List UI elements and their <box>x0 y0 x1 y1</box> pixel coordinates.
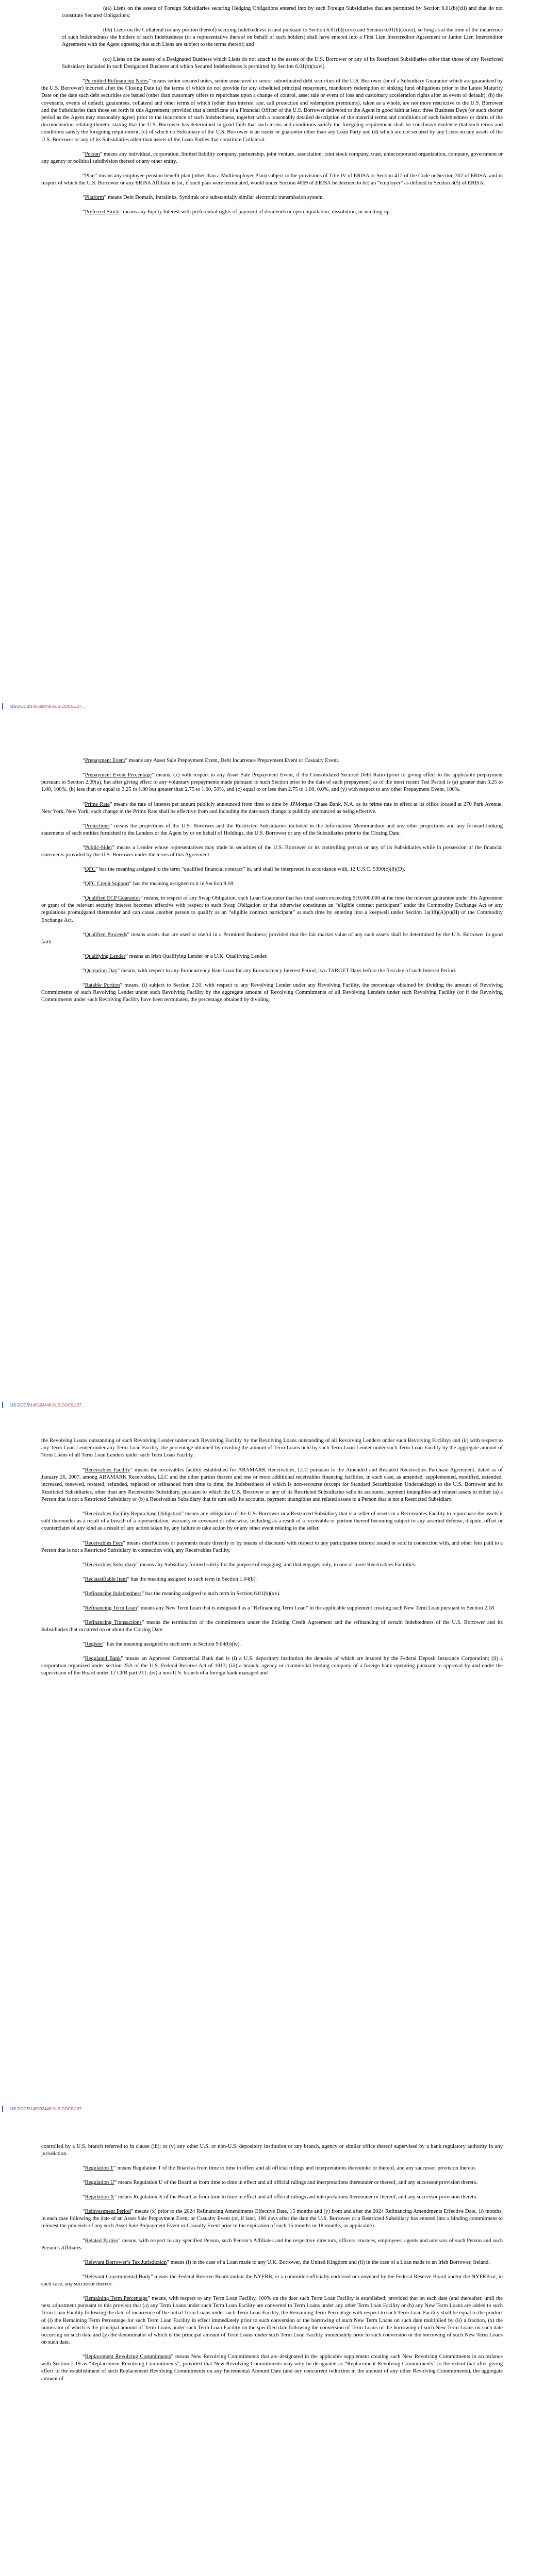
definition-text: ” means (i) in the case of a Loan made to any U.K. Borrower, the United Kingdom and (ii) in the case of a Loan made to an Irish Borrower, Ireland. <box>167 2260 490 2265</box>
footer-suffix: .9US-DOCS\137... <box>51 1403 85 1408</box>
definition-paragraph: “Person” means any individual, corporation, limited liability company, partnership, joint venture, association, joint stock company, trust, unincorporated organization, company, government or any agency or political subdivision thereof or any other entity. <box>41 151 503 165</box>
defined-term: Qualifying Lender <box>85 954 126 959</box>
defined-term: QFC <box>85 867 96 872</box>
definition-text: ” has the meaning assigned to it in Section 9.18. <box>129 881 235 887</box>
definition-paragraph: “Replacement Revolving Commitments” means New Revolving Commitments that are designated in the applicable supplement creating such New Revolving Commitments in accordance with Section 2.19 as “Replacement Revolving Commitments”; provided that New Revolving Commitments may only be designated as “Replacement Revolving Commitments” to the extent that after giving effect to the establishment of such Replacement Revolving Commitments on any Incremental Amount Date (and any concurrent reduction in the amount of any other Revolving Commitments), the aggregate amount of <box>41 2354 503 2382</box>
definition-paragraph: “Qualified ECP Guarantor” means, in respect of any Swap Obligation, each Loan Guarantor that has total assets exceeding $10,000,000 at the time the relevant guarantee under this Agreement or grant of the relevant security interest becomes effective with respect to such Swap Obligation or that otherwise constitutes an “eligible contract participant” under the Commodity Exchange Act or any regulations promulgated thereunder and can cause another person to qualify as an “eligible contract participant” at such time by entering into a keepwell under Section 1a(18)(A)(v)(II) of the Commodity Exchange Act. <box>41 895 503 923</box>
defined-term: Ratable Portion <box>85 982 120 988</box>
defined-term: Public-Sider <box>85 845 112 851</box>
defined-term: Relevant Governmental Body <box>85 2274 151 2280</box>
definition-paragraph: “Projections” means the projections of the U.S. Borrower and the Restricted Subsidiaries included in the Information Memorandum and any other projections and any forward-looking statements of such entities furnished to the Lenders or the Agent by or on behalf of Holdings, the U.S. Borrower or any of the Subsidiaries prior to the Closing Date. <box>41 823 503 837</box>
change-bar <box>2 1402 3 1408</box>
definition-paragraph: “Regulation T” means Regulation T of the Board as from time to time in effect and all official rulings and interpretations thereunder or thereof, and any successor provision thereto. <box>83 2165 476 2171</box>
defined-term: Person <box>85 151 100 157</box>
footer-prefix: US-DOCS\ <box>10 704 31 709</box>
change-bar <box>2 2106 3 2112</box>
defined-term: Reclassifiable Item <box>85 1577 127 1582</box>
footer-doc-number: 145592448 <box>30 1403 52 1408</box>
definition-text: ” means, with respect to any Eurocurrency Rate Loan for any Eurocurrency Interest Period, two TARGET Days before the first day of such Interest Period. <box>117 968 456 974</box>
text-paragraph <box>62 56 503 71</box>
definition-text: ” has the meaning assigned to such term in Section 1.04(b). <box>127 1577 257 1582</box>
definition-text: ” means, (i) subject to Section 2.20, with respect to any Revolving Lender under any Revolving Facility, the percentage obtained by dividing the amount of Revolving Commitments of such Revolving Lender under such Revolving Facility by the aggregate amount of Revolving Commitments of all Revolving Lenders under such Revolving Facility (or if the Revolving Commitments under such Revolving Facility have been terminated, the percentage obtained by dividing <box>41 982 503 1003</box>
definition-paragraph: “Relevant Governmental Body” means the Federal Reserve Board and/or the NYFRB, or a committee officially endorsed or convened by the Federal Reserve Board and/or the NYFRB or, in each case, any successor thereto. <box>41 2274 503 2287</box>
definition-paragraph: “Regulation X” means Regulation X of the Board as from time to time in effect and all official rulings and interpretations thereunder or thereof, and any successor provision thereto. <box>83 2194 478 2200</box>
defined-term: Regulation U <box>85 2180 114 2185</box>
definition-text: ” means the termination of the commitments under the Existing Credit Agreement and the refinancing of certain Indebtedness of the U.S. Borrower and its Subsidiaries that occurred on or about the Closing Date. <box>41 1620 503 1633</box>
definition-paragraph: “Related Parties” means, with respect to any specified Person, such Person’s Affiliates and the respective directors, officers, trustees, employees, agents and advisors of such Person and such Person’s Affiliates. <box>41 2238 503 2251</box>
page-footer <box>10 1403 85 1408</box>
paragraph-text: controlled by a U.S. branch referred to in clause (iii); or (v) any other U.S. or non-U.S. depository institution or any branch, agency or similar office thereof supervised by a bank regulatory authority in any jurisdiction. <box>41 2144 503 2157</box>
change-bar <box>2 703 3 709</box>
definition-text: ” means senior secured notes, senior unsecured or senior subordinated debt securities of the U.S. Borrower (or of a Subsidiary Guarantor which are guaranteed by the U.S. Borrower) incurred after the Closing Date (a) the terms of which do not provide for any scheduled principal repayment, mandatory redemption or sinking fund obligations prior to the Latest Maturity Date on the date such debt securities are issued (other than customary offers to repurchase upon a change of control, asset sale or event of loss and customary acceleration rights after an event of default), (b) the covenants, events of default, guarantees, collateral and other terms of which (other than interest rate, call protection and redemption premiums), taken as a whole, are not more restrictive to the U.S. Borrower and the Subsidiaries than those set forth in this Agreement; provided that a certificate of a Financial Officer of the U.S. Borrower delivered to the Agent in good faith at least three Business Days (or such shorter period as the Agent may reasonably agree) prior to the incurrence of such Indebtedness, together with a reasonably detailed description of the material terms and conditions of such Indebtedness or drafts of the documentation relating thereto, stating that the U.S. Borrower has determined in good faith that such terms and conditions satisfy the foregoing requirement shall be conclusive evidence that such terms and conditions satisfy the foregoing requirement, (c) of which no Subsidiary of the U.S. Borrower is an issuer or guarantor other than any Loan Party and (d) which are not secured by any Liens on any assets of the U.S. Borrower or any of its Subsidiaries other than assets of the Loan Parties that constitute Collateral. <box>41 78 503 143</box>
defined-term: Relevant Borrower’s Tax Jurisdiction <box>85 2260 167 2265</box>
paragraph-text: (cc) Liens on the assets of a Designated Business which Liens do not attach to the assets of the U.S. Borrower or any of its Restricted Subsidiaries other than those of any Restricted Subsidiary included in such Designated Business and which Secured Indebtedness is permitted by Section 6.01(b)(xxvi). <box>62 57 503 70</box>
defined-term: Prime Rate <box>85 802 110 807</box>
definition-paragraph: “QFC” has the meaning assigned to the term “qualified financial contract” in, and shall be interpreted in accordance with, 12 U.S.C. 5390(c)(8)(D). <box>83 867 405 872</box>
defined-term: Qualified ECP Guarantor <box>85 895 141 901</box>
text-paragraph <box>62 27 503 49</box>
definition-text: ” means, (x) with respect to any Asset Sale Prepayment Event, if the Consolidated Secured Debt Ratio (prior to giving effect to the applicable prepayment pursuant to Section 2.09(a), but after giving effect to any voluntary prepayments made pursuant to such Section prior to the date of such prepayment) as of the most recent Test Period is (a) greater than 3.25 to 1.00, 100%, (b) less than or equal to 3.25 to 1.00 but greater than 2.75 to 1.00, 50%, and (c) equal to or less than 2.75 to 1.00, 0.0%, and (y) with respect to any other Prepayment Event, 100%. <box>41 772 503 793</box>
definition-text: ” has the meaning assigned to such term in Section 9.04(b)(iv). <box>103 1641 241 1647</box>
definition-paragraph: “Relevant Borrower’s Tax Jurisdiction” means (i) in the case of a Loan made to any U.K. Borrower, the United Kingdom and (ii) in the case of a Loan made to an Irish Borrower, Ireland. <box>83 2260 490 2265</box>
definition-paragraph: “Qualified Proceeds” means assets that are used or useful in a Permitted Business; provided that the fair market value of any such assets shall be determined by the U.S. Borrower in good faith. <box>41 932 503 945</box>
definition-paragraph: “Register” has the meaning assigned to such term in Section 9.04(b)(iv). <box>83 1641 241 1647</box>
definition-paragraph: “Receivables Subsidiary” means any Subsidiary formed solely for the purpose of engaging, and that engages only, in one or more Receivables Facilities. <box>83 1562 417 1568</box>
definition-paragraph: “Refinancing Indebtedness” has the meaning assigned to such term in Section 6.01(b)(xv). <box>83 1591 281 1597</box>
defined-term: Plan <box>85 173 95 179</box>
defined-term: Refinancing Term Loan <box>85 1605 137 1611</box>
defined-term: Remaining Term Percentage <box>85 2296 148 2301</box>
definition-paragraph: “Refinancing Transactions” means the termination of the commitments under the Existing Credit Agreement and the refinancing of certain Indebtedness of the U.S. Borrower and its Subsidiaries that occurred on or about the Closing Date. <box>41 1620 503 1633</box>
definition-paragraph: “Reclassifiable Item” has the meaning assigned to such term in Section 1.04(b). <box>83 1577 257 1582</box>
definition-paragraph: “Receivables Facility Repurchase Obligation” means any obligation of the U.S. Borrower or a Restricted Subsidiary that is a seller of assets in a Receivables Facility to repurchase the assets it sold thereunder as a result of a breach of a representation, warranty or covenant or otherwise, including as a result of a receivable or portion thereof becoming subject to any asserted defense, dispute, offset or counterclaim of any kind as a result of any action taken by, any failure to take action by or any other event relating to the seller. <box>41 1511 503 1532</box>
defined-term: Related Parties <box>85 2238 118 2244</box>
defined-term: Receivables Fees <box>85 1540 123 1546</box>
footer-prefix: US-DOCS\ <box>10 2107 31 2111</box>
defined-term: Qualified Proceeds <box>85 932 127 938</box>
defined-term: Regulated Bank <box>85 1656 121 1662</box>
defined-term: Regulation X <box>85 2194 114 2200</box>
definition-text: ” means any individual, corporation, limited liability company, partnership, joint venture, association, joint stock company, trust, unincorporated organization, company, government or any agency or political subdivision thereof or any other entity. <box>41 151 503 165</box>
defined-term: QFC Credit Support <box>85 881 129 887</box>
definition-paragraph: “Remaining Term Percentage” means, with respect to any Term Loan Facility, 100% on the date such Term Loan Facility is established; provided that on each date (and thereafter, until the next adjustment pursuant to this proviso) that (a) any Term Loans under such Term Loan Facility are converted to Term Loans under any other Term Loan Facility or (b) any New Term Loans are added to such Term Loan Facility following the date of incurrence of the initial Term Loans under such Term Loan Facility, the Remaining Term Percentage with respect to such Term Loan Facility shall be equal to the product of (i) the Remaining Term Percentage for such Term Loan Facility in effect immediately prior to such conversion or the borrowing of such New Term Loans on such date multiplied by (ii) a fraction, (x) the numerator of which is the principal amount of Term Loans under such Term Loan Facility on the specified date following the conversion of Term Loans or the borrowing of such New Term Loans on such date occurring on such date and (y) the denominator of which is the principal amount of Term Loans under such Term Loan Facility immediately prior to such conversion or the borrowing of such New Term Loans on such date. <box>41 2296 503 2346</box>
definition-paragraph: “Ratable Portion” means, (i) subject to Section 2.20, with respect to any Revolving Lender under any Revolving Facility, the percentage obtained by dividing the amount of Revolving Commitments of such Revolving Lender under such Revolving Facility by the aggregate amount of Revolving Commitments of all Revolving Lenders under such Revolving Facility (or if the Revolving Commitments under such Revolving Facility have been terminated, the percentage obtained by dividing <box>41 982 503 1003</box>
definition-text: ” means assets that are used or useful in a Permitted Business; provided that the fair market value of any such assets shall be determined by the U.S. Borrower in good faith. <box>41 932 503 945</box>
footer-doc-number: 145592448 <box>30 2107 52 2111</box>
definition-text: ” means Regulation U of the Board as from time to time in effect and all official rulings and interpretations thereunder or thereof, and any successor provision thereto. <box>114 2180 478 2185</box>
definition-paragraph: “Quotation Day” means, with respect to any Eurocurrency Rate Loan for any Eurocurrency Interest Period, two TARGET Days before the first day of such Interest Period. <box>83 968 456 974</box>
definition-text: ” has the meaning assigned to such term in Section 6.01(b)(xv). <box>141 1591 281 1597</box>
definition-paragraph: “Receivables Fees” means distributions or payments made directly or by means of discounts with respect to any participation interest issued or sold in connection with, and other fees paid to a Person that is not a Restricted Subsidiary in connection with, any Receivables Facility. <box>41 1540 503 1554</box>
defined-term: Receivables Facility <box>85 1467 130 1473</box>
defined-term: Register <box>85 1641 104 1647</box>
definition-paragraph: “QFC Credit Support” has the meaning assigned to it in Section 9.18. <box>83 881 235 887</box>
footer-suffix: .9US-DOCS\137... <box>51 2107 85 2111</box>
definition-paragraph: “Prime Rate” means the rate of interest per annum publicly announced from time to time by JPMorgan Chase Bank, N.A. as its prime rate in effect at its office located at 270 Park Avenue, New York, New York; each change in the Prime Rate shall be effective from and including the date such change is publicly announced as being effective. <box>41 802 503 815</box>
definition-paragraph: “Regulated Bank” means an Approved Commercial Bank that is (i) a U.S. depository institution the deposits of which are insured by the Federal Deposit Insurance Corporation; (ii) a corporation organized under section 25A of the U.S. Federal Reserve Act of 1913; (iii) a branch, agency or commercial lending company of a foreign bank operating pursuant to approval by and under the supervision of the Board under 12 CFR part 211; (iv) a non-U.S. branch of a foreign bank managed and <box>41 1656 503 1676</box>
definition-text: ” means an Approved Commercial Bank that is (i) a U.S. depository institution the deposits of which are insured by the Federal Deposit Insurance Corporation; (ii) a corporation organized under section 25A of the U.S. Federal Reserve Act of 1913; (iii) a branch, agency or commercial lending company of a foreign bank operating pursuant to approval by and under the supervision of the Board under 12 CFR part 211; (iv) a non-U.S. branch of a foreign bank managed and <box>41 1656 503 1676</box>
definition-paragraph: “Reinvestment Period” means (x) prior to the 2024 Refinancing Amendments Effective Date, 15 months and (y) from and after the 2024 Refinancing Amendments Effective Date, 18 months, in each case following the date of an Asset Sale Prepayment Event or Casualty Event (or, if later, 180 days after the date the U.S. Borrower or a Restricted Subsidiary has entered into a binding commitment to reinvest the proceeds of any such Asset Sale Prepayment Event or Casualty Event prior to the expiration of such 15 months or 18 months, as applicable). <box>41 2209 503 2229</box>
footer-suffix: .9US-DOCS\137... <box>51 704 85 709</box>
definition-text: ” means, with respect to any Term Loan Facility, 100% on the date such Term Loan Facility is established; provided that on each date (and thereafter, until the next adjustment pursuant to this proviso) that (a) any Term Loans under such Term Loan Facility are converted to Term Loans under any other Term Loan Facility or (b) any New Term Loans are added to such Term Loan Facility following the date of incurrence of the initial Term Loans under such Term Loan Facility, the Remaining Term Percentage with respect to such Term Loan Facility shall be equal to the product of (i) the Remaining Term Percentage for such Term Loan Facility in effect immediately prior to such conversion or the borrowing of such New Term Loans on such date multiplied by (ii) a fraction, (x) the numerator of which is the principal amount of Term Loans under such Term Loan Facility on the specified date following the conversion of Term Loans or the borrowing of such New Term Loans on such date occurring on such date and (y) the denominator of which is the principal amount of Term Loans under such Term Loan Facility immediately prior to such conversion or the borrowing of such New Term Loans on such date. <box>41 2296 503 2346</box>
defined-term: Quotation Day <box>85 968 118 974</box>
defined-term: Replacement Revolving Commitments <box>85 2354 171 2360</box>
definition-text: ” means an Irish Qualifying Lender or a U.K. Qualifying Lender. <box>125 954 268 959</box>
definition-text: ” means, with respect to any specified Person, such Person’s Affiliates and the respective directors, officers, trustees, employees, agents and advisors of such Person and such Person’s Affiliates. <box>41 2238 503 2251</box>
definition-paragraph: “Receivables Facility” means the receivables facility established for ARAMARK Receivables, LLC pursuant to the Amended and Restated Receivables Purchase Agreement, dated as of January 26, 2007, among ARAMARK Receivables, LLC and the other parties thereto and one or more additional receivables financing facilities, in each case, as amended, supplemented, modified, extended, increased, renewed, restated, refunded, replaced or refinanced from time to time, the Indebtedness of which is non-recourse (except for Standard Securitization Undertakings) to the U.S. Borrower and its Restricted Subsidiaries, other than any Receivables Subsidiary, pursuant to which the U.S. Borrower or any of its Restricted Subsidiaries sells its accounts, payment intangibles and related assets to either (a) a Person that is not a Restricted Subsidiary or (b) a Receivables Subsidiary that in turn sells its accounts, payment intangibles and related assets to a Person that is not a Restricted Subsidiary. <box>41 1467 503 1502</box>
definition-text: ” means New Revolving Commitments that are designated in the applicable supplement creating such New Revolving Commitments in accordance with Section 2.19 as “Replacement Revolving Commitments”; provided that New Revolving Commitments may only be designated as “Replacement Revolving Commitments” to the extent that after giving effect to the establishment of such Replacement Revolving Commitments on any Incremental Amount Date (and any concurrent reduction in the amount of any other Revolving Commitments), the aggregate amount of <box>41 2354 503 2382</box>
definition-text: ” means Debt Domain, Intralinks, Syndtrak or a substantially similar electronic transmission system. <box>104 195 324 200</box>
definition-text: ” means Regulation X of the Board as from time to time in effect and all official rulings and interpretations thereunder or thereof, and any successor provision thereto. <box>114 2194 478 2200</box>
definition-paragraph: “Prepayment Event Percentage” means, (x) with respect to any Asset Sale Prepayment Event, if the Consolidated Secured Debt Ratio (prior to giving effect to the applicable prepayment pursuant to Section 2.09(a), but after giving effect to any voluntary prepayments made pursuant to such Section prior to the date of such prepayment) as of the most recent Test Period is (a) greater than 3.25 to 1.00, 100%, (b) less than or equal to 3.25 to 1.00 but greater than 2.75 to 1.00, 50%, and (c) equal to or less than 2.75 to 1.00, 0.0%, and (y) with respect to any other Prepayment Event, 100%. <box>41 772 503 793</box>
definition-text: ” means the receivables facility established for ARAMARK Receivables, LLC pursuant to the Amended and Restated Receivables Purchase Agreement, dated as of January 26, 2007, among ARAMARK Receivables, LLC and the other parties thereto and one or more additional receivables financing facilities, in each case, as amended, supplemented, modified, extended, increased, renewed, restated, refunded, replaced or refinanced from time to time, the Indebtedness of which is non-recourse (except for Standard Securitization Undertakings) to the U.S. Borrower and its Restricted Subsidiaries, other than any Receivables Subsidiary, pursuant to which the U.S. Borrower or any of its Restricted Subsidiaries sells its accounts, payment intangibles and related assets to either (a) a Person that is not a Restricted Subsidiary or (b) a Receivables Subsidiary that in turn sells its accounts, payment intangibles and related assets to a Person that is not a Restricted Subsidiary. <box>41 1467 503 1502</box>
defined-term: Refinancing Indebtedness <box>85 1591 142 1597</box>
defined-term: Refinancing Transactions <box>85 1620 142 1625</box>
paragraph-text: (aa) Liens on the assets of Foreign Subsidiaries securing Hedging Obligations entered into by such Foreign Subsidiaries that are permitted by Section 6.01(b)(xii) and that do not constitute Secured Obligations; <box>62 6 503 19</box>
text-paragraph <box>41 2143 503 2158</box>
definition-paragraph: “Public-Sider” means a Lender whose representatives may trade in securities of the U.S. Borrower or its controlling person or any of its Subsidiaries while in possession of the financial statements provided by the U.S. Borrower under the terms of this Agreement. <box>41 845 503 858</box>
definition-text: ” means any New Term Loan that is designated as a “Refinancing Term Loan” in the applicable supplement creating such New Term Loan pursuant to Section 2.18. <box>137 1605 496 1611</box>
definition-text: ” means the Federal Reserve Board and/or the NYFRB, or a committee officially endorsed or convened by the Federal Reserve Board and/or the NYFRB or, in each case, any successor thereto. <box>41 2274 503 2287</box>
defined-term: Permitted Refinancing Notes <box>85 78 149 84</box>
paragraph-text: the Revolving Loans outstanding of such Revolving Lender under such Revolving Facility by the Revolving Loans outstanding of all Revolving Lenders under such Revolving Facility) and (ii) with respect to any Term Loan Lender under any Term Loan Facility, the percentage obtained by dividing the amount of Term Loans held by such Term Loan Lender under such Term Loan Facility by the aggregate amount of Term Loans of all Term Loan Lenders under such Term Loan Facility. <box>41 1438 503 1459</box>
definition-text: ” means the rate of interest per annum publicly announced from time to time by JPMorgan Chase Bank, N.A. as its prime rate in effect at its office located at 270 Park Avenue, New York, New York; each change in the Prime Rate shall be effective from and including the date such change is publicly announced as being effective. <box>41 802 503 815</box>
definition-paragraph: “Refinancing Term Loan” means any New Term Loan that is designated as a “Refinancing Term Loan” in the applicable supplement creating such New Term Loan pursuant to Section 2.18. <box>83 1605 496 1611</box>
definition-paragraph: “Regulation U” means Regulation U of the Board as from time to time in effect and all official rulings and interpretations thereunder or thereof, and any successor provision thereto. <box>83 2180 478 2185</box>
defined-term: Regulation T <box>85 2165 114 2171</box>
definition-paragraph: “Permitted Refinancing Notes” means senior secured notes, senior unsecured or senior subordinated debt securities of the U.S. Borrower (or of a Subsidiary Guarantor which are guaranteed by the U.S. Borrower) incurred after the Closing Date (a) the terms of which do not provide for any scheduled principal repayment, mandatory redemption or sinking fund obligations prior to the Latest Maturity Date on the date such debt securities are issued (other than customary offers to repurchase upon a change of control, asset sale or event of loss and customary acceleration rights after an event of default), (b) the covenants, events of default, guarantees, collateral and other terms of which (other than interest rate, call protection and redemption premiums), taken as a whole, are not more restrictive to the U.S. Borrower and the Subsidiaries than those set forth in this Agreement; provided that a certificate of a Financial Officer of the U.S. Borrower delivered to the Agent in good faith at least three Business Days (or such shorter period as the Agent may reasonably agree) prior to the incurrence of such Indebtedness, together with a reasonably detailed description of the material terms and conditions of such Indebtedness or drafts of the documentation relating thereto, stating that the U.S. Borrower has determined in good faith that such terms and conditions satisfy the foregoing requirement shall be conclusive evidence that such terms and conditions satisfy the foregoing requirement, (c) of which no Subsidiary of the U.S. Borrower is an issuer or guarantor other than any Loan Party and (d) which are not secured by any Liens on any assets of the U.S. Borrower or any of its Subsidiaries other than assets of the Loan Parties that constitute Collateral. <box>41 78 503 143</box>
definition-text: ” means a Lender whose representatives may trade in securities of the U.S. Borrower or its controlling person or any of its Subsidiaries while in possession of the financial statements provided by the U.S. Borrower under the terms of this Agreement. <box>41 845 503 858</box>
defined-term: Prepayment Event Percentage <box>85 772 152 778</box>
definition-text: ” means any obligation of the U.S. Borrower or a Restricted Subsidiary that is a seller of assets in a Receivables Facility to repurchase the assets it sold thereunder as a result of a breach of a representation, warranty or covenant or otherwise, including as a result of a receivable or portion thereof becoming subject to any asserted defense, dispute, offset or counterclaim of any kind as a result of any action taken by, any failure to take action by or any other event relating to the seller. <box>41 1511 503 1532</box>
definition-paragraph: “Plan” means any employee pension benefit plan (other than a Multiemployer Plan) subject to the provisions of Title IV of ERISA or Section 412 of the Code or Section 302 of ERISA, and in respect of which the U.S. Borrower or any ERISA Affiliate is (or, if such plan were terminated, would under Section 4069 of ERISA be deemed to be) an “employer” as defined in Section 3(5) of ERISA. <box>41 173 503 187</box>
defined-term: Projections <box>85 823 110 829</box>
page-footer <box>10 704 85 709</box>
definition-paragraph: “Platform” means Debt Domain, Intralinks, Syndtrak or a substantially similar electronic transmission system. <box>83 195 324 200</box>
paragraph-text: (bb) Liens on the Collateral (or any portion thereof) securing Indebtedness issued pursuant to Section 6.01(b)(xxvi) and Section 6.01(b)(xxvii), so long as at the time of the incurrence of such Indebtedness the holders of such Indebtedness (or a representative thereof on behalf of such holders) shall have entered into a First Lien Intercreditor Agreement or Junior Lien Intercreditor Agreement with the Agent agreeing that such Liens are subject to the terms thereof; and <box>62 27 503 48</box>
definition-text: ” means the projections of the U.S. Borrower and the Restricted Subsidiaries included in the Information Memorandum and any other projections and any forward-looking statements of such entities furnished to the Lenders or the Agent by or on behalf of Holdings, the U.S. Borrower or any of the Subsidiaries prior to the Closing Date. <box>41 823 503 837</box>
definition-paragraph: “Qualifying Lender” means an Irish Qualifying Lender or a U.K. Qualifying Lender. <box>83 954 268 959</box>
text-paragraph <box>41 1437 503 1460</box>
definition-text: ” means distributions or payments made directly or by means of discounts with respect to any participation interest issued or sold in connection with, and other fees paid to a Person that is not a Restricted Subsidiary in connection with, any Receivables Facility. <box>41 1540 503 1554</box>
definition-text: ” means any employee pension benefit plan (other than a Multiemployer Plan) subject to the provisions of Title IV of ERISA or Section 412 of the Code or Section 302 of ERISA, and in respect of which the U.S. Borrower or any ERISA Affiliate is (or, if such plan were terminated, would under Section 4069 of ERISA be deemed to be) an “employer” as defined in Section 3(5) of ERISA. <box>41 173 503 187</box>
defined-term: Receivables Facility Repurchase Obligation <box>85 1511 182 1517</box>
defined-term: Reinvestment Period <box>85 2209 131 2214</box>
defined-term: Prepayment Event <box>85 758 125 764</box>
footer-prefix: US-DOCS\ <box>10 1403 31 1408</box>
definition-paragraph: “Prepayment Event” means any Asset Sale Prepayment Event, Debt Incurrence Prepayment Event or Casualty Event. <box>83 758 339 764</box>
defined-term: Receivables Subsidiary <box>85 1562 136 1568</box>
definition-text: ” has the meaning assigned to the term “qualified financial contract” in, and shall be interpreted in accordance with, 12 U.S.C. 5390(c)(8)(D). <box>95 867 405 872</box>
definition-text: ” means any Asset Sale Prepayment Event, Debt Incurrence Prepayment Event or Casualty Event. <box>125 758 339 764</box>
definition-text: ” means Regulation T of the Board as from time to time in effect and all official rulings and interpretations thereunder or thereof, and any successor provision thereto. <box>113 2165 476 2171</box>
footer-doc-number: 145592448 <box>30 704 52 709</box>
definition-text: ” means (x) prior to the 2024 Refinancing Amendments Effective Date, 15 months and (y) from and after the 2024 Refinancing Amendments Effective Date, 18 months, in each case following the date of an Asset Sale Prepayment Event or Casualty Event (or, if later, 180 days after the date the U.S. Borrower or a Restricted Subsidiary has entered into a binding commitment to reinvest the proceeds of any such Asset Sale Prepayment Event or Casualty Event prior to the expiration of such 15 months or 18 months, as applicable). <box>41 2209 503 2229</box>
definition-text: ” means any Equity Interest with preferential rights of payment of dividends or upon liquidation, dissolution, or winding-up. <box>119 209 391 215</box>
defined-term: Preferred Stock <box>85 209 119 215</box>
definition-text: ” means any Subsidiary formed solely for the purpose of engaging, and that engages only, in one or more Receivables Facilities. <box>136 1562 417 1568</box>
definition-text: ” means, in respect of any Swap Obligation, each Loan Guarantor that has total assets exceeding $10,000,000 at the time the relevant guarantee under this Agreement or grant of the relevant security interest becomes effective with respect to such Swap Obligation or that otherwise constitutes an “eligible contract participant” under the Commodity Exchange Act or any regulations promulgated thereunder and can cause another person to qualify as an “eligible contract participant” at such time by entering into a keepwell under Section 1a(18)(A)(v)(II) of the Commodity Exchange Act. <box>41 895 503 923</box>
defined-term: Platform <box>85 195 104 200</box>
page-footer <box>10 2107 85 2111</box>
definition-paragraph: “Preferred Stock” means any Equity Interest with preferential rights of payment of dividends or upon liquidation, dissolution, or winding-up. <box>83 209 391 215</box>
text-paragraph <box>62 5 503 20</box>
